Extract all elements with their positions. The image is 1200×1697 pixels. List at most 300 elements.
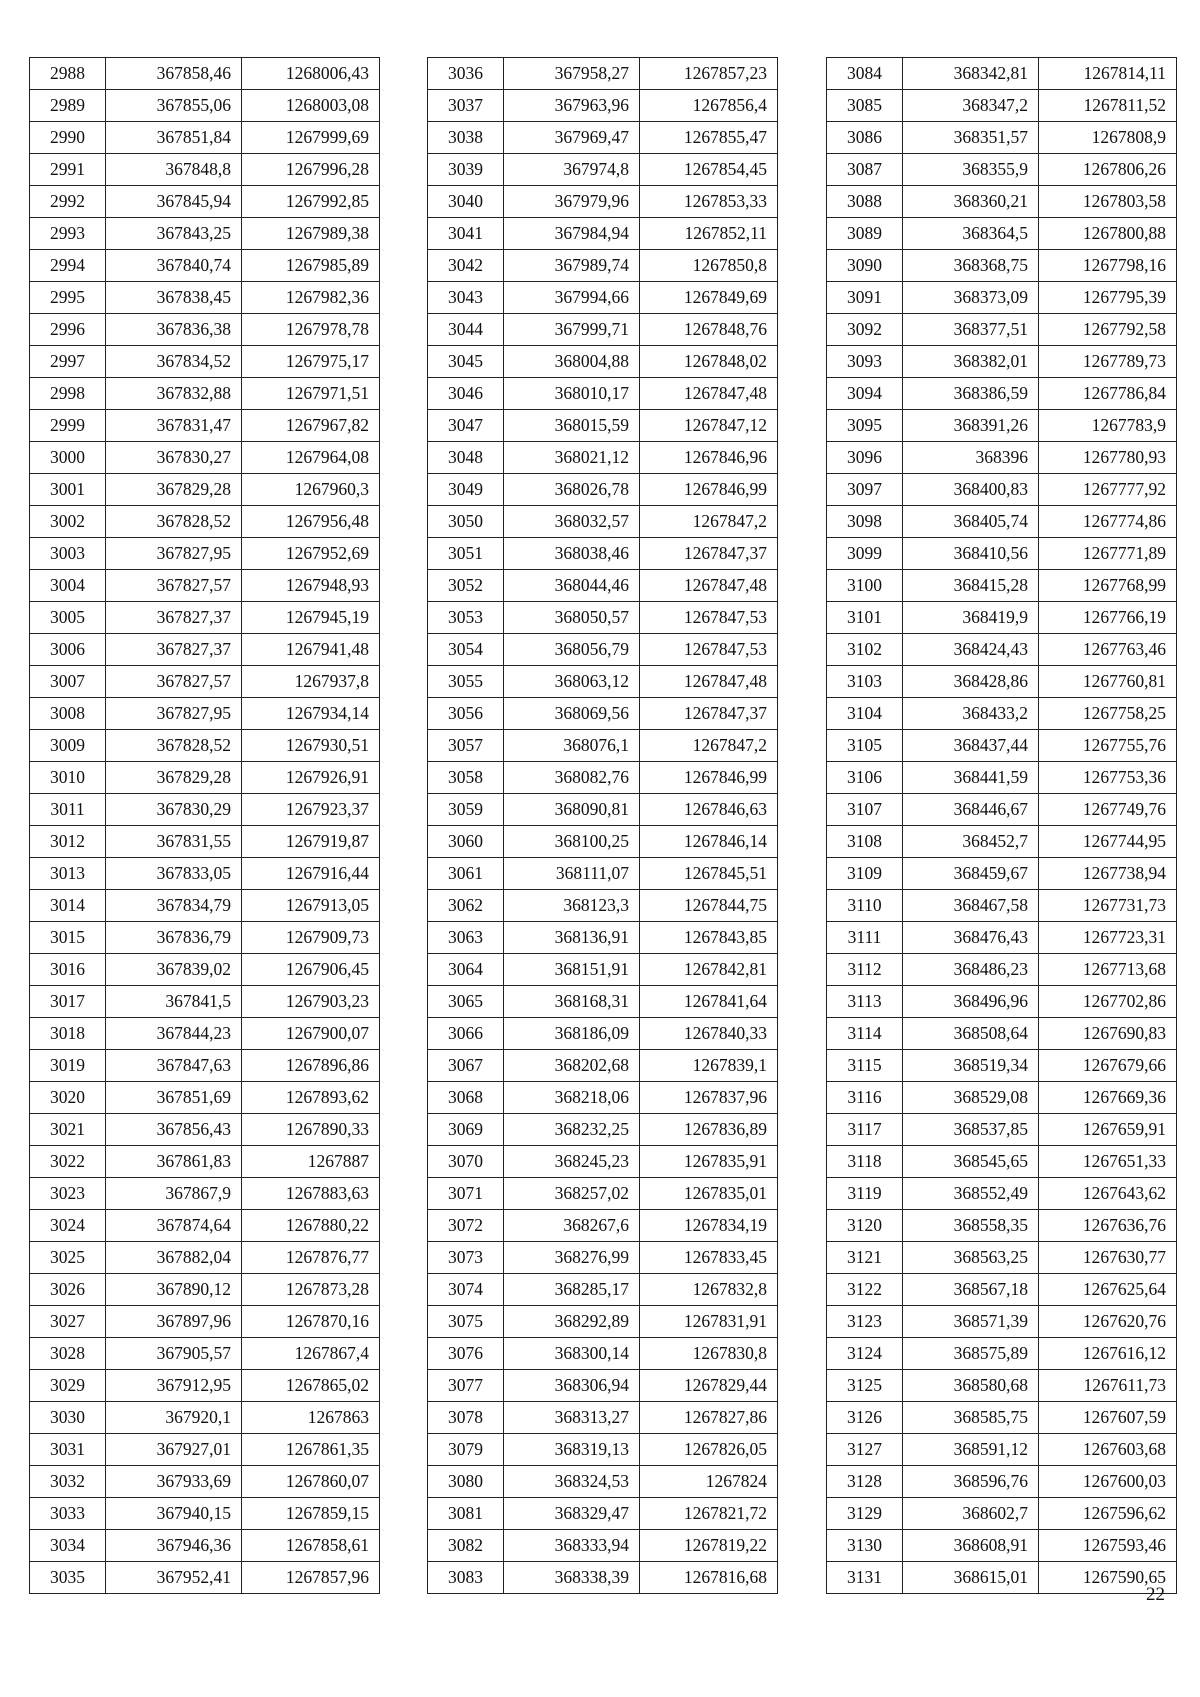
x-coordinate-cell: 367827,37 [106,602,242,634]
table-row [827,506,1177,538]
table-row [827,666,1177,698]
y-coordinate-cell: 1267607,59 [1039,1402,1177,1434]
x-coordinate-cell: 368111,07 [504,858,640,890]
x-coordinate-cell: 368459,67 [903,858,1039,890]
table-row [428,794,778,826]
table-row [428,506,778,538]
x-coordinate-cell: 368300,14 [504,1338,640,1370]
table-row [827,794,1177,826]
x-coordinate-cell: 368602,7 [903,1498,1039,1530]
x-coordinate-cell: 368186,09 [504,1018,640,1050]
x-coordinate-cell: 368580,68 [903,1370,1039,1402]
table-row [30,410,380,442]
table-row [827,858,1177,890]
x-coordinate-cell: 368396 [903,442,1039,474]
y-coordinate-cell: 1267999,69 [242,122,380,154]
point-number-cell: 3094 [827,378,903,410]
point-number-cell: 3117 [827,1114,903,1146]
x-coordinate-cell: 368591,12 [903,1434,1039,1466]
point-number-cell: 3037 [428,90,504,122]
y-coordinate-cell: 1267992,85 [242,186,380,218]
point-number-cell: 3025 [30,1242,106,1274]
point-number-cell: 3020 [30,1082,106,1114]
point-number-cell: 2991 [30,154,106,186]
point-number-cell: 3100 [827,570,903,602]
table-row [30,442,380,474]
x-coordinate-cell: 368347,2 [903,90,1039,122]
point-number-cell: 3091 [827,282,903,314]
y-coordinate-cell: 1267849,69 [640,282,778,314]
y-coordinate-cell: 1267806,26 [1039,154,1177,186]
x-coordinate-cell: 367839,02 [106,954,242,986]
table-row [827,1274,1177,1306]
point-number-cell: 3101 [827,602,903,634]
x-coordinate-cell: 368519,34 [903,1050,1039,1082]
point-number-cell: 3118 [827,1146,903,1178]
x-coordinate-cell: 368596,76 [903,1466,1039,1498]
x-coordinate-cell: 368342,81 [903,58,1039,90]
x-coordinate-cell: 367969,47 [504,122,640,154]
table-row [428,1274,778,1306]
table-row [428,570,778,602]
table-row [30,346,380,378]
y-coordinate-cell: 1267948,93 [242,570,380,602]
x-coordinate-cell: 368044,46 [504,570,640,602]
point-number-cell: 3073 [428,1242,504,1274]
y-coordinate-cell: 1267847,12 [640,410,778,442]
x-coordinate-cell: 367963,96 [504,90,640,122]
x-coordinate-cell: 368338,39 [504,1562,640,1594]
y-coordinate-cell: 1267690,83 [1039,1018,1177,1050]
point-number-cell: 2996 [30,314,106,346]
table-row [30,1434,380,1466]
point-number-cell: 3053 [428,602,504,634]
table-row [30,1274,380,1306]
point-number-cell: 3104 [827,698,903,730]
table-row [827,282,1177,314]
y-coordinate-cell: 1267996,28 [242,154,380,186]
x-coordinate-cell: 367861,83 [106,1146,242,1178]
x-coordinate-cell: 368032,57 [504,506,640,538]
y-coordinate-cell: 1267840,33 [640,1018,778,1050]
x-coordinate-cell: 368021,12 [504,442,640,474]
point-number-cell: 3055 [428,666,504,698]
point-number-cell: 3066 [428,1018,504,1050]
y-coordinate-cell: 1267786,84 [1039,378,1177,410]
y-coordinate-cell: 1268003,08 [242,90,380,122]
y-coordinate-cell: 1267819,22 [640,1530,778,1562]
table-row [428,218,778,250]
point-number-cell: 3054 [428,634,504,666]
y-coordinate-cell: 1267967,82 [242,410,380,442]
point-number-cell: 3076 [428,1338,504,1370]
point-number-cell: 3110 [827,890,903,922]
y-coordinate-cell: 1267847,48 [640,570,778,602]
point-number-cell: 3077 [428,1370,504,1402]
y-coordinate-cell: 1267930,51 [242,730,380,762]
y-coordinate-cell: 1267978,78 [242,314,380,346]
y-coordinate-cell: 1267844,75 [640,890,778,922]
x-coordinate-cell: 367856,43 [106,1114,242,1146]
point-number-cell: 3051 [428,538,504,570]
x-coordinate-cell: 368333,94 [504,1530,640,1562]
x-coordinate-cell: 368010,17 [504,378,640,410]
table-row [30,890,380,922]
table-row [827,826,1177,858]
y-coordinate-cell: 1267923,37 [242,794,380,826]
table-row [30,1178,380,1210]
table-row [428,1146,778,1178]
table-row [428,250,778,282]
table-row [428,1082,778,1114]
point-number-cell: 3022 [30,1146,106,1178]
x-coordinate-cell: 367905,57 [106,1338,242,1370]
table-row [827,442,1177,474]
point-number-cell: 3034 [30,1530,106,1562]
table-row [428,282,778,314]
point-number-cell: 3033 [30,1498,106,1530]
table-row [428,1498,778,1530]
x-coordinate-cell: 368400,83 [903,474,1039,506]
point-number-cell: 3016 [30,954,106,986]
x-coordinate-cell: 368123,3 [504,890,640,922]
table-row [827,922,1177,954]
y-coordinate-cell: 1267853,33 [640,186,778,218]
table-row [428,1178,778,1210]
y-coordinate-cell: 1267858,61 [242,1530,380,1562]
table-row [428,1210,778,1242]
table-row [827,1402,1177,1434]
point-number-cell: 3030 [30,1402,106,1434]
y-coordinate-cell: 1267839,1 [640,1050,778,1082]
point-number-cell: 3130 [827,1530,903,1562]
point-number-cell: 3126 [827,1402,903,1434]
point-number-cell: 3108 [827,826,903,858]
table-row [428,346,778,378]
y-coordinate-cell: 1267846,63 [640,794,778,826]
point-number-cell: 3004 [30,570,106,602]
x-coordinate-cell: 367994,66 [504,282,640,314]
table-row [827,1530,1177,1562]
point-number-cell: 3042 [428,250,504,282]
table-row [827,890,1177,922]
point-number-cell: 3049 [428,474,504,506]
table-row [827,154,1177,186]
table-row [30,1338,380,1370]
y-coordinate-cell: 1267834,19 [640,1210,778,1242]
y-coordinate-cell: 1267808,9 [1039,122,1177,154]
y-coordinate-cell: 1267816,68 [640,1562,778,1594]
x-coordinate-cell: 367848,8 [106,154,242,186]
table-row [30,186,380,218]
x-coordinate-cell: 367845,94 [106,186,242,218]
table-row [827,250,1177,282]
point-number-cell: 3031 [30,1434,106,1466]
x-coordinate-cell: 367833,05 [106,858,242,890]
table-row [30,698,380,730]
point-number-cell: 3115 [827,1050,903,1082]
y-coordinate-cell: 1267847,37 [640,538,778,570]
x-coordinate-cell: 367979,96 [504,186,640,218]
table-row [428,1050,778,1082]
x-coordinate-cell: 367834,52 [106,346,242,378]
point-number-cell: 3131 [827,1562,903,1594]
x-coordinate-cell: 367836,38 [106,314,242,346]
point-number-cell: 3065 [428,986,504,1018]
point-number-cell: 3068 [428,1082,504,1114]
table-row [827,1082,1177,1114]
point-number-cell: 3006 [30,634,106,666]
table-row [30,218,380,250]
point-number-cell: 2995 [30,282,106,314]
y-coordinate-cell: 1267590,65 [1039,1562,1177,1594]
y-coordinate-cell: 1267857,23 [640,58,778,90]
point-number-cell: 3036 [428,58,504,90]
x-coordinate-cell: 368082,76 [504,762,640,794]
point-number-cell: 3109 [827,858,903,890]
y-coordinate-cell: 1268006,43 [242,58,380,90]
table-row [827,474,1177,506]
x-coordinate-cell: 368276,99 [504,1242,640,1274]
y-coordinate-cell: 1267913,05 [242,890,380,922]
x-coordinate-cell: 367946,36 [106,1530,242,1562]
y-coordinate-cell: 1267945,19 [242,602,380,634]
y-coordinate-cell: 1267749,76 [1039,794,1177,826]
x-coordinate-cell: 368415,28 [903,570,1039,602]
table-row [30,1242,380,1274]
point-number-cell: 2994 [30,250,106,282]
point-number-cell: 3000 [30,442,106,474]
point-number-cell: 3074 [428,1274,504,1306]
x-coordinate-cell: 367933,69 [106,1466,242,1498]
point-number-cell: 3123 [827,1306,903,1338]
x-coordinate-cell: 368324,53 [504,1466,640,1498]
y-coordinate-cell: 1267798,16 [1039,250,1177,282]
point-number-cell: 3121 [827,1242,903,1274]
table-row [30,1370,380,1402]
table-row [827,1050,1177,1082]
table-row [30,1306,380,1338]
y-coordinate-cell: 1267890,33 [242,1114,380,1146]
y-coordinate-cell: 1267855,47 [640,122,778,154]
y-coordinate-cell: 1267831,91 [640,1306,778,1338]
point-number-cell: 3008 [30,698,106,730]
y-coordinate-cell: 1267768,99 [1039,570,1177,602]
x-coordinate-cell: 368306,94 [504,1370,640,1402]
point-number-cell: 3021 [30,1114,106,1146]
y-coordinate-cell: 1267723,31 [1039,922,1177,954]
point-number-cell: 3078 [428,1402,504,1434]
x-coordinate-cell: 367827,57 [106,570,242,602]
table-row [428,474,778,506]
y-coordinate-cell: 1267636,76 [1039,1210,1177,1242]
y-coordinate-cell: 1267860,07 [242,1466,380,1498]
x-coordinate-cell: 367834,79 [106,890,242,922]
point-number-cell: 3080 [428,1466,504,1498]
table-row [827,1146,1177,1178]
y-coordinate-cell: 1267679,66 [1039,1050,1177,1082]
x-coordinate-cell: 368567,18 [903,1274,1039,1306]
table-row [428,1242,778,1274]
table-row [827,122,1177,154]
table-row [428,58,778,90]
table-row [428,410,778,442]
table-row [428,954,778,986]
y-coordinate-cell: 1267848,76 [640,314,778,346]
y-coordinate-cell: 1267713,68 [1039,954,1177,986]
table-row [428,1018,778,1050]
table-row [428,1306,778,1338]
page-number: 22 [1146,1584,1165,1605]
point-number-cell: 3019 [30,1050,106,1082]
x-coordinate-cell: 368319,13 [504,1434,640,1466]
table-row [30,250,380,282]
point-number-cell: 3119 [827,1178,903,1210]
table-row [428,634,778,666]
table-row [827,1562,1177,1594]
table-row [827,186,1177,218]
y-coordinate-cell: 1267702,86 [1039,986,1177,1018]
y-coordinate-cell: 1267811,52 [1039,90,1177,122]
table-row [30,90,380,122]
point-number-cell: 3124 [827,1338,903,1370]
point-number-cell: 3050 [428,506,504,538]
table-row [827,730,1177,762]
y-coordinate-cell: 1267859,15 [242,1498,380,1530]
table-row [30,58,380,90]
y-coordinate-cell: 1267865,02 [242,1370,380,1402]
x-coordinate-cell: 367890,12 [106,1274,242,1306]
y-coordinate-cell: 1267848,02 [640,346,778,378]
table-row [827,378,1177,410]
point-number-cell: 2999 [30,410,106,442]
point-number-cell: 3062 [428,890,504,922]
y-coordinate-cell: 1267651,33 [1039,1146,1177,1178]
point-number-cell: 3011 [30,794,106,826]
point-number-cell: 3046 [428,378,504,410]
point-number-cell: 3052 [428,570,504,602]
point-number-cell: 3063 [428,922,504,954]
table-row [827,90,1177,122]
x-coordinate-cell: 368026,78 [504,474,640,506]
x-coordinate-cell: 367874,64 [106,1210,242,1242]
x-coordinate-cell: 367912,95 [106,1370,242,1402]
y-coordinate-cell: 1267669,36 [1039,1082,1177,1114]
point-number-cell: 3122 [827,1274,903,1306]
y-coordinate-cell: 1267821,72 [640,1498,778,1530]
x-coordinate-cell: 368441,59 [903,762,1039,794]
y-coordinate-cell: 1267847,2 [640,730,778,762]
y-coordinate-cell: 1267611,73 [1039,1370,1177,1402]
point-number-cell: 3002 [30,506,106,538]
point-number-cell: 3043 [428,282,504,314]
table-row [827,762,1177,794]
table-row [30,538,380,570]
y-coordinate-cell: 1267847,48 [640,666,778,698]
x-coordinate-cell: 368410,56 [903,538,1039,570]
point-number-cell: 3095 [827,410,903,442]
point-number-cell: 3024 [30,1210,106,1242]
y-coordinate-cell: 1267630,77 [1039,1242,1177,1274]
point-number-cell: 3069 [428,1114,504,1146]
x-coordinate-cell: 368151,91 [504,954,640,986]
y-coordinate-cell: 1267803,58 [1039,186,1177,218]
y-coordinate-cell: 1267887 [242,1146,380,1178]
table-row [30,1530,380,1562]
table-row [827,954,1177,986]
y-coordinate-cell: 1267833,45 [640,1242,778,1274]
point-number-cell: 3038 [428,122,504,154]
x-coordinate-cell: 368285,17 [504,1274,640,1306]
x-coordinate-cell: 368232,25 [504,1114,640,1146]
y-coordinate-cell: 1267774,86 [1039,506,1177,538]
x-coordinate-cell: 367851,84 [106,122,242,154]
table-row [827,1370,1177,1402]
x-coordinate-cell: 367989,74 [504,250,640,282]
y-coordinate-cell: 1267876,77 [242,1242,380,1274]
table-row [30,826,380,858]
point-number-cell: 3040 [428,186,504,218]
x-coordinate-cell: 368424,43 [903,634,1039,666]
y-coordinate-cell: 1267731,73 [1039,890,1177,922]
table-row [827,1434,1177,1466]
x-coordinate-cell: 367832,88 [106,378,242,410]
point-number-cell: 3087 [827,154,903,186]
y-coordinate-cell: 1267780,93 [1039,442,1177,474]
y-coordinate-cell: 1267603,68 [1039,1434,1177,1466]
point-number-cell: 3071 [428,1178,504,1210]
x-coordinate-cell: 367958,27 [504,58,640,90]
y-coordinate-cell: 1267971,51 [242,378,380,410]
table-row [30,634,380,666]
table-row [30,666,380,698]
table-row [30,1114,380,1146]
x-coordinate-cell: 367882,04 [106,1242,242,1274]
point-number-cell: 3082 [428,1530,504,1562]
table-row [30,730,380,762]
y-coordinate-cell: 1267956,48 [242,506,380,538]
y-coordinate-cell: 1267795,39 [1039,282,1177,314]
table-row [827,410,1177,442]
point-number-cell: 3035 [30,1562,106,1594]
point-number-cell: 3092 [827,314,903,346]
y-coordinate-cell: 1267964,08 [242,442,380,474]
y-coordinate-cell: 1267766,19 [1039,602,1177,634]
y-coordinate-cell: 1267941,48 [242,634,380,666]
y-coordinate-cell: 1267847,53 [640,602,778,634]
x-coordinate-cell: 367999,71 [504,314,640,346]
x-coordinate-cell: 367844,23 [106,1018,242,1050]
y-coordinate-cell: 1267926,91 [242,762,380,794]
point-number-cell: 2988 [30,58,106,90]
point-number-cell: 3044 [428,314,504,346]
y-coordinate-cell: 1267593,46 [1039,1530,1177,1562]
table-row [428,762,778,794]
point-number-cell: 3128 [827,1466,903,1498]
x-coordinate-cell: 367952,41 [106,1562,242,1594]
table-row [428,922,778,954]
y-coordinate-cell: 1267830,8 [640,1338,778,1370]
point-number-cell: 2990 [30,122,106,154]
point-number-cell: 3018 [30,1018,106,1050]
x-coordinate-cell: 367829,28 [106,762,242,794]
table-row [30,986,380,1018]
table-row [30,1466,380,1498]
point-number-cell: 3093 [827,346,903,378]
point-number-cell: 3010 [30,762,106,794]
table-row [827,538,1177,570]
y-coordinate-cell: 1267841,64 [640,986,778,1018]
